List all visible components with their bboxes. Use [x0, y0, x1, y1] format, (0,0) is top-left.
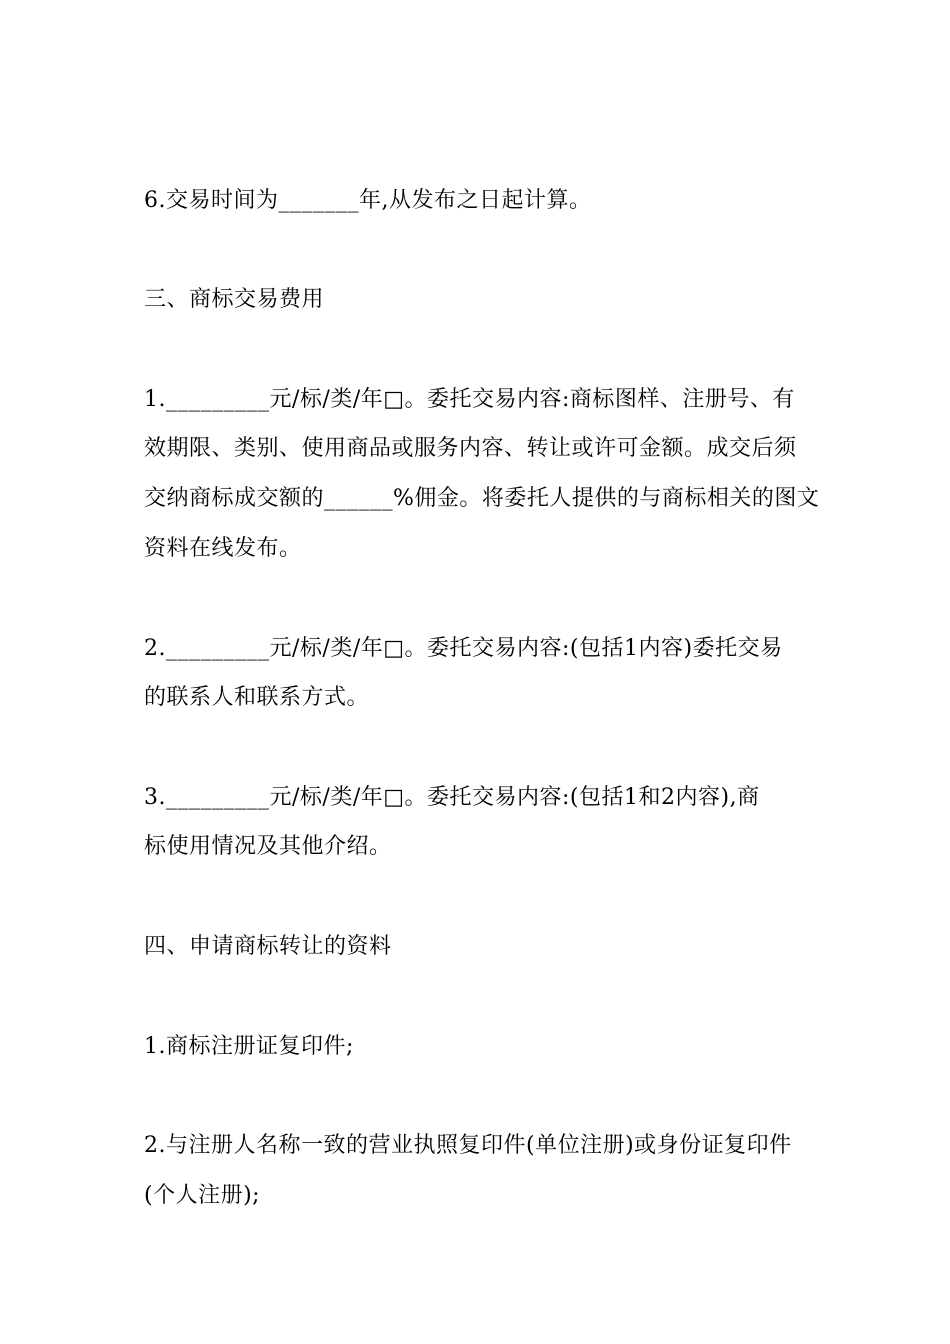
clause-6-trading-period: 6.交易时间为_______年,从发布之日起计算。 [144, 188, 592, 213]
material-item-1: 1.商标注册证复印件; [144, 1034, 354, 1059]
fee-item-1-line-3: 交纳商标成交额的______%佣金。将委托人提供的与商标相关的图文 [144, 486, 820, 511]
fee-item-3-line-1: 3._________元/标/类/年□。委托交易内容:(包括1和2内容),商 [144, 785, 760, 810]
section-3-heading: 三、商标交易费用 [144, 287, 325, 312]
fee-item-2-line-2: 的联系人和联系方式。 [144, 685, 370, 710]
fee-item-2-line-1: 2._________元/标/类/年□。委托交易内容:(包括1内容)委托交易 [144, 636, 783, 661]
fee-item-1-line-4: 资料在线发布。 [144, 536, 302, 561]
material-item-2-line-1: 2.与注册人名称一致的营业执照复印件(单位注册)或身份证复印件 [144, 1133, 792, 1158]
section-4-heading: 四、申请商标转让的资料 [144, 934, 392, 959]
material-item-2-line-2: (个人注册); [144, 1183, 261, 1208]
fee-item-1-line-1: 1._________元/标/类/年□。委托交易内容:商标图样、注册号、有 [144, 387, 795, 412]
fee-item-3-line-2: 标使用情况及其他介绍。 [144, 834, 392, 859]
fee-item-1-line-2: 效期限、类别、使用商品或服务内容、转让或许可金额。成交后须 [144, 436, 797, 461]
